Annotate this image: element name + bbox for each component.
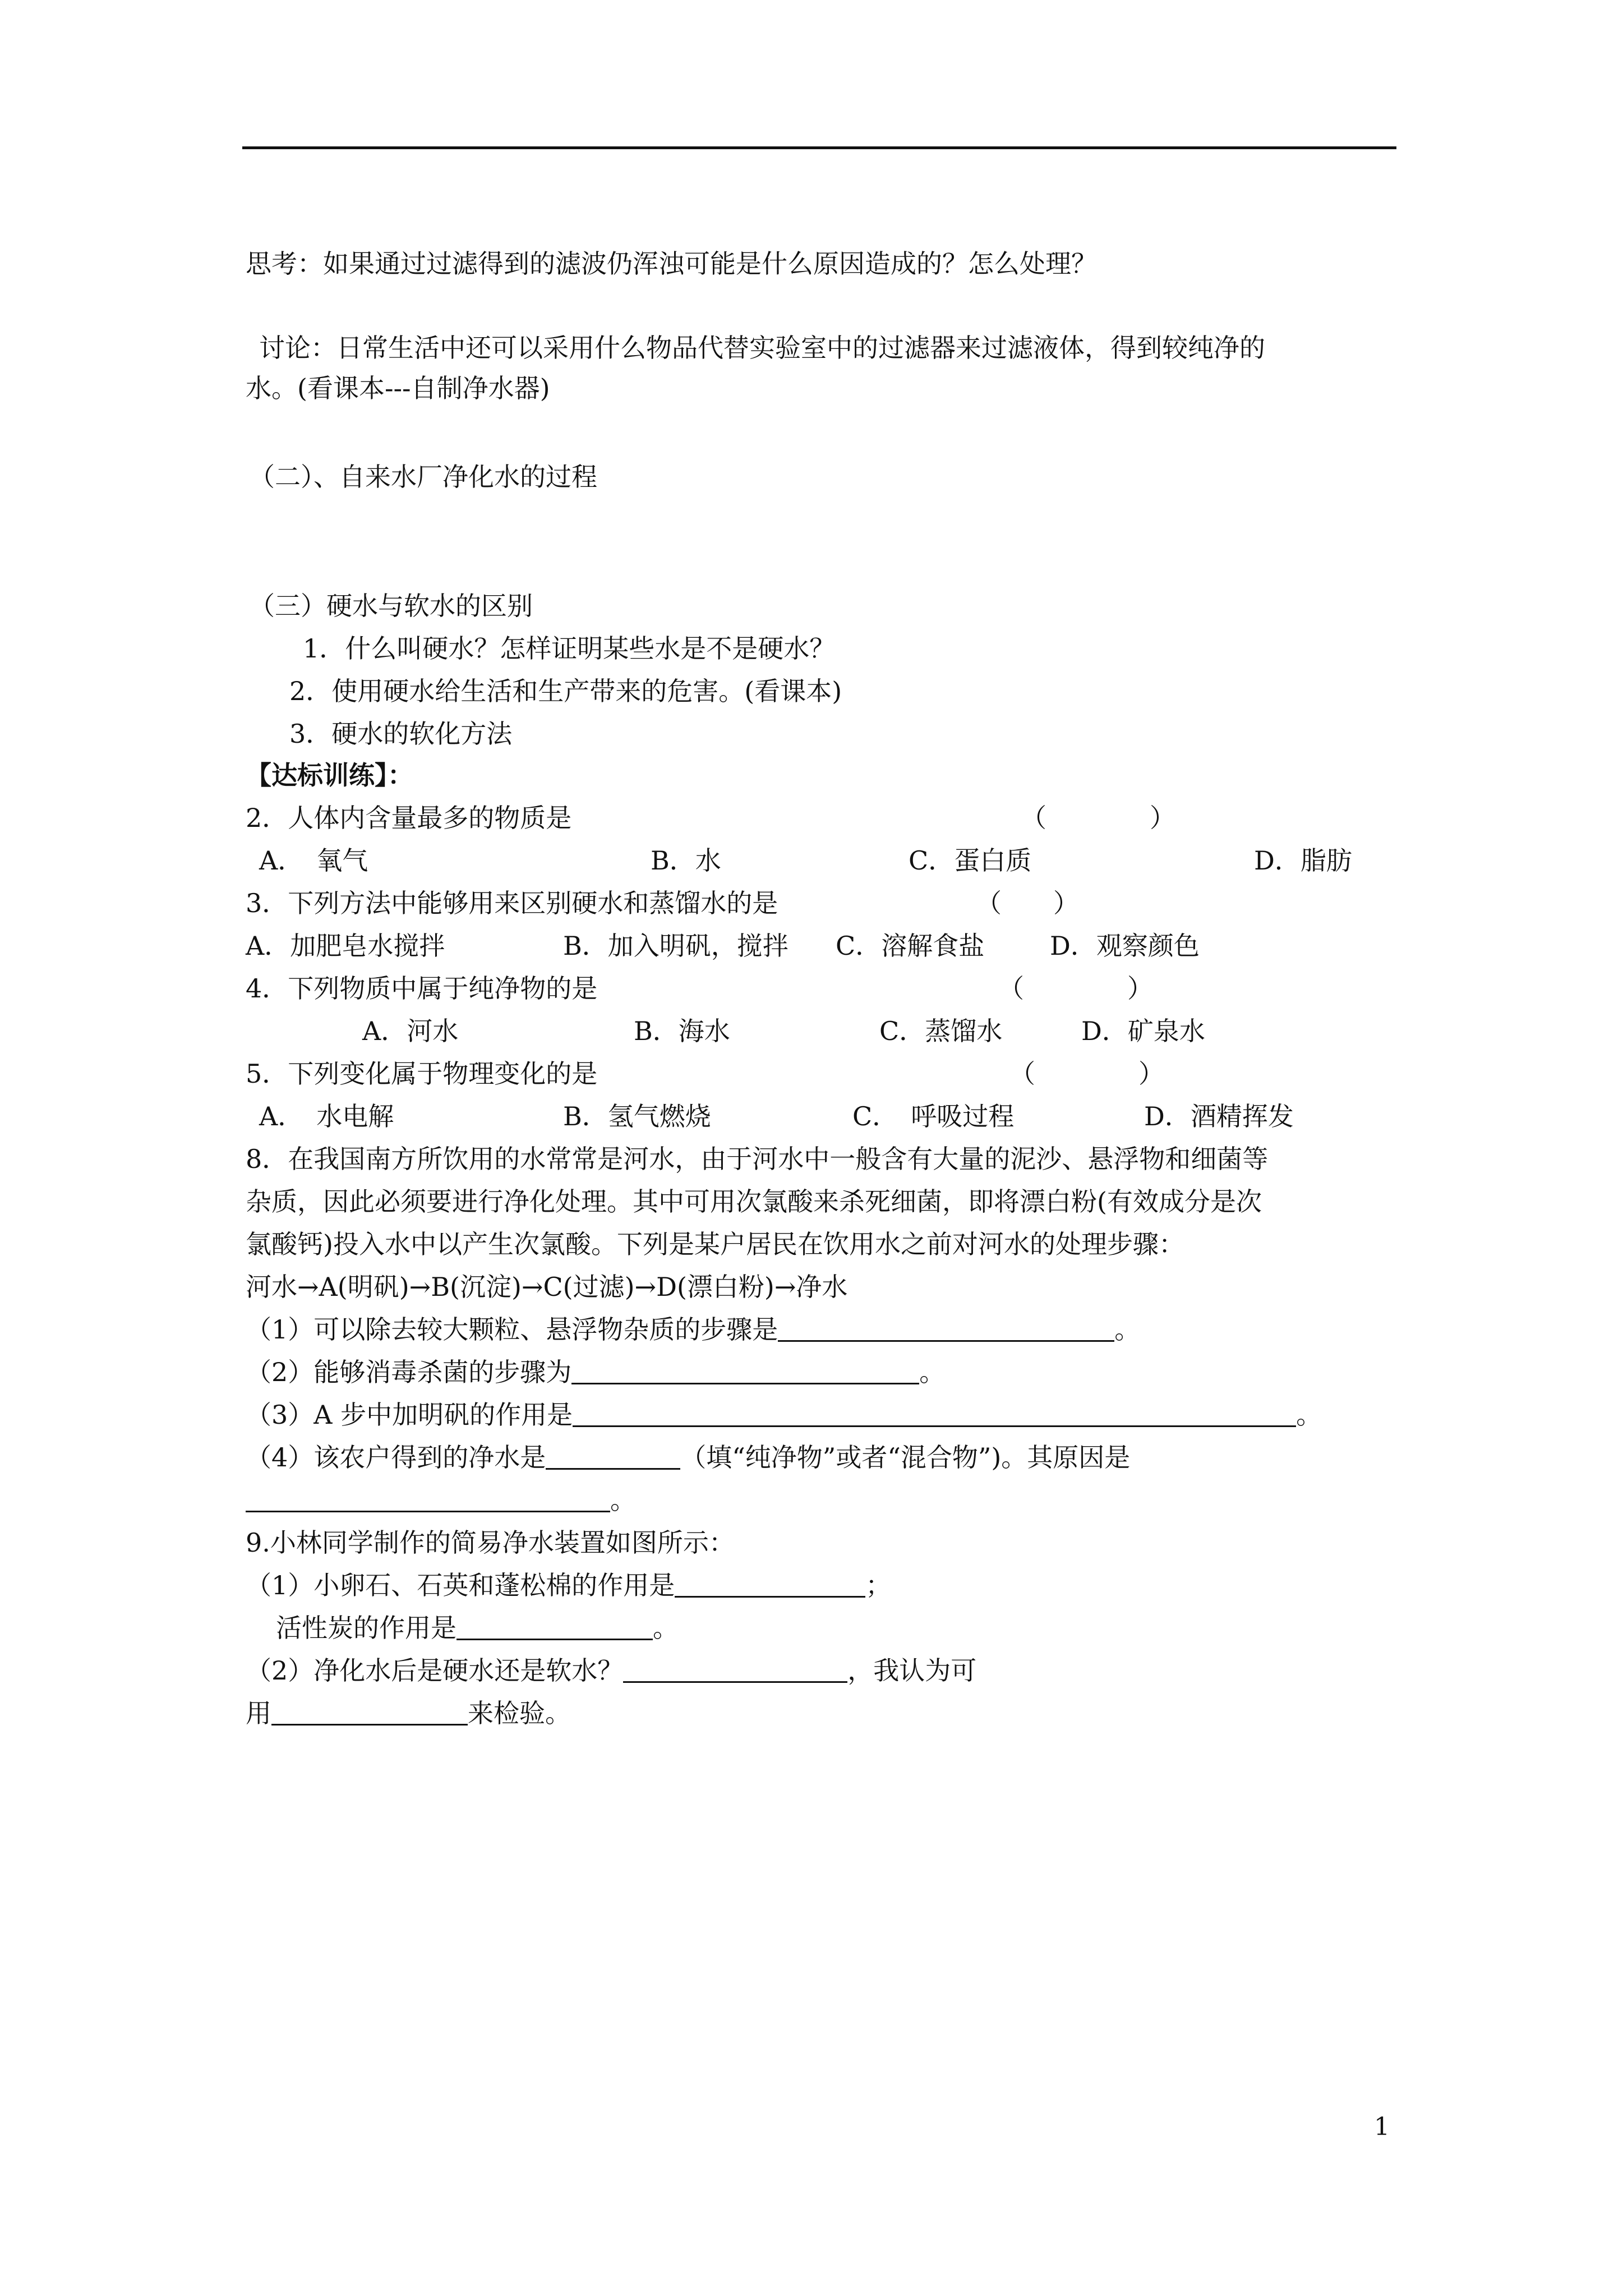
q9-part-2-blank[interactable] [623, 1655, 847, 1683]
q8-part-2-text: （2）能够消毒杀菌的步骤为 [246, 1357, 572, 1387]
q8-part-3-blank[interactable] [573, 1400, 1296, 1427]
q2-option-c: C．蛋白质 [909, 845, 1032, 876]
q8-line-1: 8．在我国南方所饮用的水常常是河水，由于河水中一般含有大量的泥沙、悬浮物和细菌等 [246, 1144, 1269, 1174]
q9-part-2b-blank[interactable] [271, 1698, 468, 1726]
q9-part-2-end: ，我认为可 [847, 1655, 977, 1686]
q8-line-2: 杂质，因此必须要进行净化处理。其中可用次氯酸来杀死细菌，即将漂白粉(有效成分是次 [246, 1186, 1262, 1217]
q8-line-3: 氯酸钙)投入水中以产生次氯酸。下列是某户居民在饮用水之前对河水的处理步骤： [246, 1229, 1184, 1259]
section-3-heading: （三）硬水与软水的区别 [249, 591, 533, 621]
q2-paren: （ ） [1021, 803, 1175, 833]
section-3-item-2: 2．使用硬水给生活和生产带来的危害。(看课本) [289, 676, 842, 706]
header-rule [242, 146, 1396, 149]
q4-option-b: B．海水 [634, 1016, 730, 1046]
q8-part-4 [246, 1441, 1130, 1474]
q9-part-2-text: （2）净化水后是硬水还是软水？ [246, 1655, 624, 1686]
section-3-item-3: 3．硬水的软化方法 [289, 719, 513, 749]
q9-part-1-end: ； [865, 1570, 892, 1600]
q3-option-a: A．加肥皂水搅拌 [246, 931, 445, 961]
q9-part-1b-blank[interactable] [457, 1613, 653, 1640]
q8-part-2-end: 。 [919, 1357, 946, 1387]
q9-part-1b-text: 活性炭的作用是 [276, 1613, 457, 1643]
q5-option-d: D．酒精挥发 [1144, 1101, 1294, 1131]
q5-paren: （ ） [1009, 1059, 1164, 1089]
q8-part-3-end: 。 [1296, 1400, 1322, 1430]
q8-part-4-blank[interactable] [546, 1442, 680, 1470]
q9-title: 9.小林同学制作的简易净水装置如图所示： [246, 1527, 735, 1558]
q5-option-a: A． 水电解 [259, 1101, 394, 1131]
q8-process-line: 河水→A(明矾)→B(沉淀)→C(过滤)→D(漂白粉)→净水 [246, 1272, 848, 1302]
q2-option-a: A． 氧气 [259, 845, 368, 876]
q9-part-2b [246, 1696, 571, 1730]
q8-part-3-text: （3）A 步中加明矾的作用是 [246, 1400, 573, 1430]
q9-part-2 [246, 1654, 976, 1687]
q8-part-4-text-a: （4）该农户得到的净水是 [246, 1442, 546, 1473]
q4-stem: 4．下列物质中属于纯净物的是 [246, 973, 598, 1004]
q8-part-3 [246, 1398, 1322, 1432]
discuss-line-2: 水。(看课本---自制净水器) [246, 373, 550, 403]
q8-part-2 [246, 1355, 945, 1389]
q5-option-b: B．氢气燃烧 [563, 1101, 711, 1131]
q2-stem: 2．人体内含量最多的物质是 [246, 803, 572, 833]
q4-option-d: D．矿泉水 [1081, 1016, 1205, 1046]
q4-option-c: C．蒸馏水 [879, 1016, 1003, 1046]
discuss-line-1: 讨论：日常生活中还可以采用什么物品代替实验室中的过滤器来过滤液体，得到较纯净的 [259, 333, 1265, 363]
q9-part-1-text: （1）小卵石、石英和蓬松棉的作用是 [246, 1570, 675, 1600]
q4-option-a: A．河水 [362, 1016, 459, 1046]
section-2-heading: （二）、自来水厂净化水的过程 [249, 462, 597, 492]
q4-paren: （ ） [998, 973, 1153, 1004]
q5-stem: 5．下列变化属于物理变化的是 [246, 1059, 598, 1089]
q8-part-1 [246, 1313, 1140, 1346]
section-3-item-1: 1．什么叫硬水？怎样证明某些水是不是硬水？ [303, 633, 836, 664]
training-title: 【达标训练】： [246, 760, 413, 790]
q3-option-c: C．溶解食盐 [836, 931, 985, 961]
q9-part-2b-text-a: 用 [246, 1698, 271, 1728]
q9-part-2b-text-b: 来检验。 [468, 1698, 571, 1728]
q8-part-4-text-b: （填“纯净物”或者“混合物”)。其原因是 [680, 1442, 1131, 1473]
q3-option-d: D．观察颜色 [1050, 931, 1200, 961]
q9-part-1 [246, 1568, 891, 1602]
q8-part-4-reason [246, 1483, 636, 1517]
page-number: 1 [1374, 2113, 1390, 2141]
q9-part-1b-end: 。 [653, 1613, 679, 1643]
q2-option-d: D．脂肪 [1254, 845, 1352, 876]
q8-part-1-text: （1）可以除去较大颗粒、悬浮物杂质的步骤是 [246, 1314, 778, 1345]
q8-part-1-blank[interactable] [778, 1314, 1114, 1342]
q8-part-2-blank[interactable] [571, 1357, 919, 1384]
q8-part-4-reason-blank[interactable] [246, 1485, 610, 1512]
q2-option-b: B．水 [651, 845, 721, 876]
q3-stem: 3．下列方法中能够用来区别硬水和蒸馏水的是 [246, 888, 778, 918]
q8-part-4-reason-end: 。 [610, 1485, 636, 1515]
q9-part-1b [276, 1611, 679, 1645]
q9-part-1-blank[interactable] [675, 1570, 865, 1598]
think-line: 思考：如果通过过滤得到的滤波仍浑浊可能是什么原因造成的？怎么处理？ [246, 249, 1097, 279]
q5-option-c: C． 呼吸过程 [852, 1101, 1015, 1131]
q8-part-1-end: 。 [1114, 1314, 1141, 1345]
q3-option-b: B．加入明矾，搅拌 [563, 931, 789, 961]
q3-paren: （ ） [976, 888, 1079, 918]
